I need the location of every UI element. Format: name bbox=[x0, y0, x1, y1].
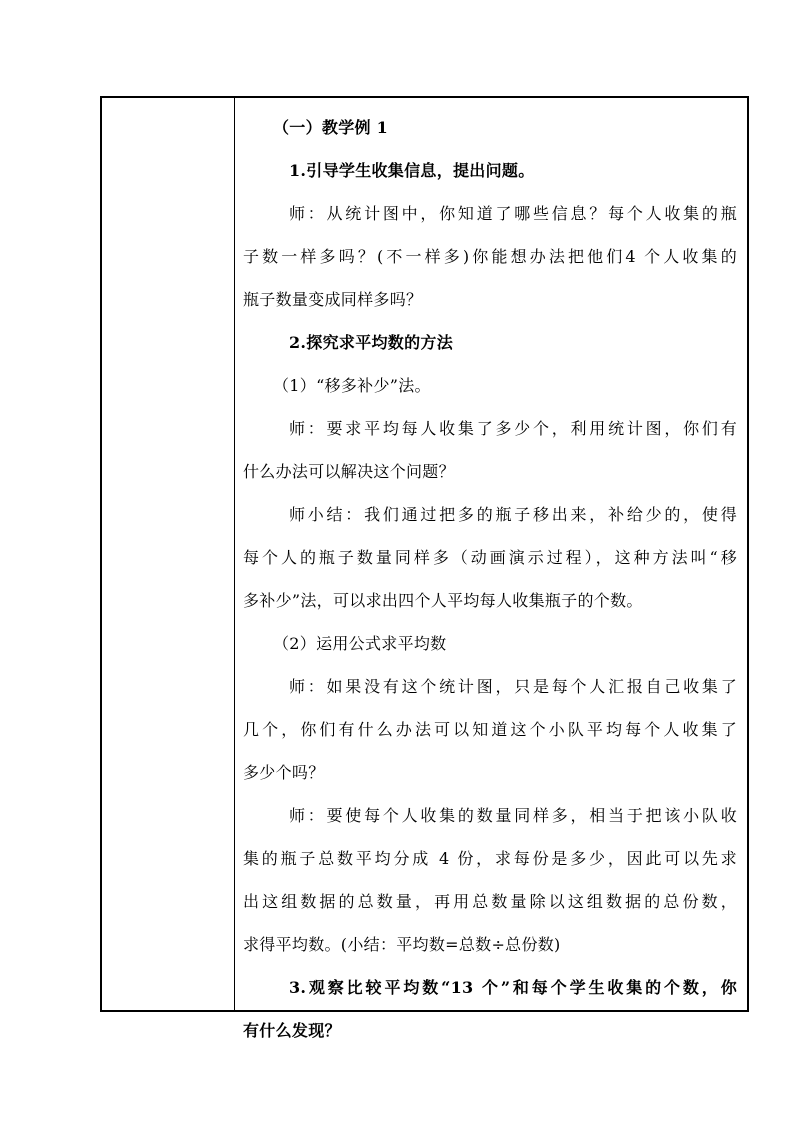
paragraph-2-line-1: 师：要求平均每人收集了多少个，利用统计图，你们有 bbox=[289, 419, 737, 438]
step3-line-1: 3.观察比较平均数“13 个”和每个学生收集的个数，你 bbox=[289, 978, 737, 997]
table-content-column bbox=[235, 98, 747, 1040]
subsection-2: （2）运用公式求平均数 bbox=[273, 634, 447, 653]
paragraph-4-line-3: 多少个吗？ bbox=[243, 763, 325, 782]
step2-title: 2.探究求平均数的方法 bbox=[289, 333, 454, 352]
lesson-table bbox=[100, 96, 749, 1040]
paragraph-3-line-2: 每个人的瓶子数量同样多（动画演示过程），这种方法叫“移 bbox=[243, 548, 737, 567]
paragraph-5-line-1: 师：要使每个人收集的数量同样多，相当于把该小队收 bbox=[289, 806, 737, 825]
table-left-column bbox=[102, 98, 235, 1010]
paragraph-1-line-1: 师：从统计图中，你知道了哪些信息？每个人收集的瓶 bbox=[289, 204, 737, 223]
paragraph-3-line-1: 师小结：我们通过把多的瓶子移出来，补给少的，使得 bbox=[289, 505, 737, 524]
step3-line-2: 有什么发现？ bbox=[243, 1021, 341, 1040]
paragraph-4-line-1: 师：如果没有这个统计图，只是每个人汇报自己收集了 bbox=[289, 677, 737, 696]
paragraph-3-line-3: 多补少”法，可以求出四个人平均每人收集瓶子的个数。 bbox=[243, 591, 643, 610]
paragraph-2-line-2: 什么办法可以解决这个问题？ bbox=[243, 462, 455, 481]
paragraph-1-line-2: 子数一样多吗？(不一样多)你能想办法把他们4 个人收集的 bbox=[243, 247, 737, 266]
step1-title: 1.引导学生收集信息，提出问题。 bbox=[289, 161, 535, 180]
paragraph-5-line-2: 集的瓶子总数平均分成 4 份，求每份是多少，因此可以先求 bbox=[243, 849, 737, 868]
paragraph-1-line-3: 瓶子数量变成同样多吗？ bbox=[243, 290, 423, 309]
section-heading: （一）教学例 1 bbox=[273, 118, 389, 137]
subsection-1: （1）“移多补少”法。 bbox=[273, 376, 431, 395]
paragraph-4-line-2: 几个，你们有什么办法可以知道这个小队平均每个人收集了 bbox=[243, 720, 737, 739]
paragraph-5-line-3: 出这组数据的总数量，再用总数量除以这组数据的总份数， bbox=[243, 892, 737, 911]
paragraph-5-line-4: 求得平均数。(小结：平均数=总数÷总份数) bbox=[243, 935, 561, 954]
